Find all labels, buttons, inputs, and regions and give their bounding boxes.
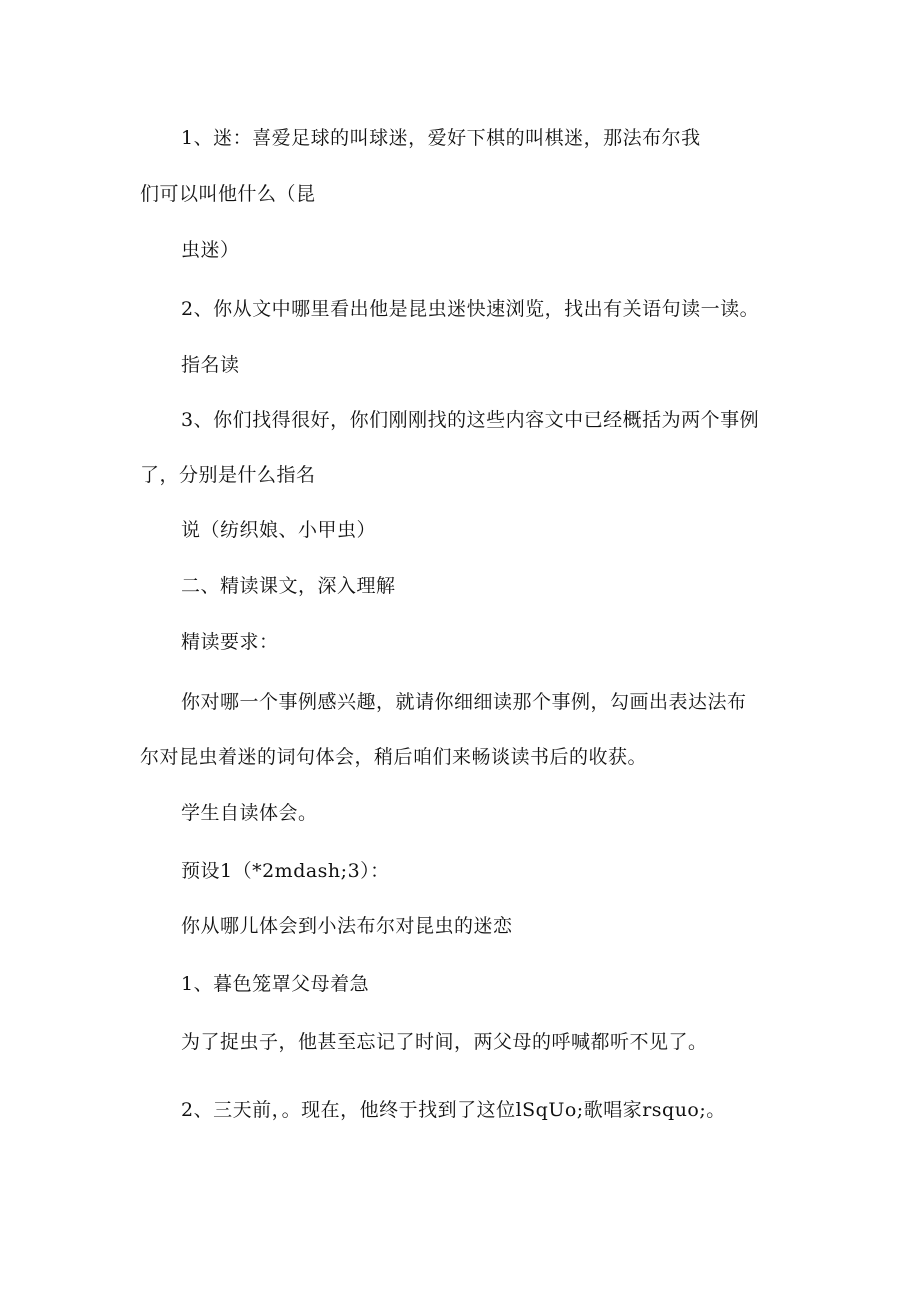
- paragraph-line: 预设1（*2mdash;3）：: [181, 860, 390, 882]
- paragraph-line: 们可以叫他什么（昆: [140, 183, 316, 205]
- paragraph-line: 你对哪一个事例感兴趣，就请你细细读那个事例，勾画出表达法布: [181, 691, 747, 713]
- paragraph-line: 虫迷）: [181, 239, 240, 261]
- paragraph-line: 3、你们找得很好，你们刚刚找的这些内容文中已经概括为两个事例: [181, 409, 760, 431]
- paragraph-line: 1、迷：喜爱足球的叫球迷，爱好下棋的叫棋迷，那法布尔我: [181, 127, 701, 149]
- paragraph-line: 为了捉虫子，他甚至忘记了时间，两父母的呼喊都听不见了。: [181, 1031, 708, 1053]
- paragraph-line: 尔对昆虫着迷的词句体会，稍后咱们来畅谈读书后的收获。: [140, 746, 648, 768]
- paragraph-line: 了，分别是什么指名: [140, 464, 316, 486]
- section-heading: 二、精读课文，深入理解: [181, 575, 396, 597]
- paragraph-line: 指名读: [181, 354, 240, 376]
- paragraph-line: 1、暮色笼罩父母着急: [181, 973, 370, 995]
- paragraph-line: 2、三天前，。现在，他终于找到了这位lSqUo;歌唱家rsquo;。: [181, 1099, 726, 1121]
- paragraph-line: 你从哪儿体会到小法布尔对昆虫的迷恋: [181, 915, 513, 937]
- paragraph-line: 说（纺织娘、小甲虫）: [181, 519, 377, 541]
- paragraph-line: 学生自读体会。: [181, 802, 318, 824]
- paragraph-line: 2、你从文中哪里看出他是昆虫迷快速浏览，找出有关语句读一读。: [181, 298, 760, 320]
- paragraph-line: 精读要求：: [181, 631, 279, 653]
